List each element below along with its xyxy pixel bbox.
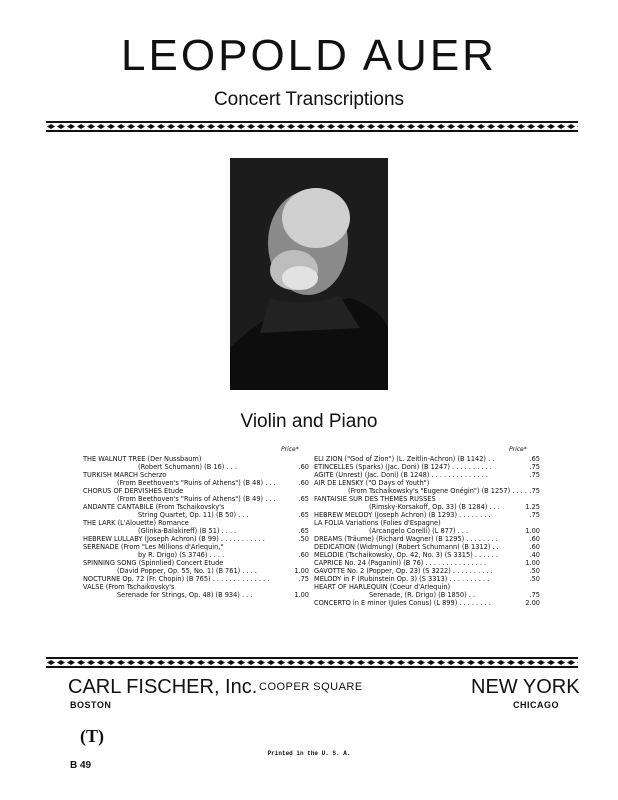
entry-title: (Rimsky-Korsakoff, Op. 33) (B 1284) . . . [369, 503, 500, 511]
entry-price: .40 [529, 551, 540, 559]
catalog-entry [314, 551, 540, 559]
entry-title: NOCTURNE Op. 72 (Fr. Chopin) (B 765) . . . . . . . . . . . . . . [83, 575, 270, 583]
entry-title: MELODIE (Tschaikowsky, Op. 42, No. 3) (S 3315) . . . . . . [314, 551, 498, 559]
entry-title: AGITE (Unrest) (Jac. Doni) (B 1248) . . . . . . . . . . . . . . [314, 471, 489, 479]
entry-price: .60 [529, 543, 540, 551]
catalog-list-left [83, 455, 309, 599]
entry-title: ETINCELLES (Sparks) (Jac. Doni) (B 1247) . . . . . . . . . . [314, 463, 492, 471]
catalog-entry [83, 455, 309, 463]
entry-title: TURKISH MARCH Scherzo [83, 471, 167, 479]
entry-title: (From Tschaikowsky's "Eugene Onégin") (B 1257) . . . . [348, 487, 527, 495]
entry-price: .60 [298, 479, 309, 487]
entry-title: LA FOLIA Variations (Folies d'Espagne) [314, 519, 441, 527]
entry-title: (David Popper, Op. 55, No. 1) (B 761) . . . . [117, 567, 257, 575]
entry-price: 1.25 [525, 503, 540, 511]
ornamental-border-bottom [46, 657, 578, 668]
catalog-entry [83, 503, 309, 511]
catalog-entry [314, 543, 540, 551]
catalog-entry [83, 567, 309, 575]
entry-title: HEBREW LULLABY (Joseph Achron) (B 99) . . . . . . . . . . . [83, 535, 265, 543]
catalog-entry [314, 559, 540, 567]
entry-price: .75 [298, 575, 309, 583]
catalog-entry [83, 583, 309, 591]
ornamental-border-top [46, 121, 578, 132]
catalog-entry [83, 551, 309, 559]
catalog-entry [83, 527, 309, 535]
entry-price: .65 [298, 495, 309, 503]
entry-title: DREAMS (Träume) (Richard Wagner) (B 1295) . . . . . . . . [314, 535, 498, 543]
catalog-entry [83, 559, 309, 567]
entry-title: MELODY in F (Rubinstein Op. 3) (S 3313) . . . . . . . . . . [314, 575, 490, 583]
publisher-city: NEW YORK [471, 676, 580, 698]
printed-note: Printed in the U. S. A. [267, 750, 351, 757]
entry-price: .65 [298, 527, 309, 535]
entry-title: THE WALNUT TREE (Der Nussbaum) [83, 455, 202, 463]
catalog-entry [314, 567, 540, 575]
catalog-entry [83, 575, 309, 583]
entry-title: SPINNING SONG (Spinnlied) Concert Etude [83, 559, 224, 567]
entry-price [306, 519, 309, 527]
subtitle: Concert Transcriptions [213, 89, 405, 110]
entry-price [306, 471, 309, 479]
catalog-entry [314, 519, 540, 527]
catalog-entry [83, 487, 309, 495]
entry-title: VALSE (From Tschaikovsky's [83, 583, 175, 591]
catalog-entry [314, 487, 540, 495]
catalog-entry [314, 463, 540, 471]
entry-price [306, 503, 309, 511]
catalog-list-right [314, 455, 540, 607]
entry-price [306, 455, 309, 463]
entry-price: .60 [529, 535, 540, 543]
entry-price: 1.00 [294, 591, 309, 599]
entry-price: 2.00 [525, 599, 540, 607]
catalog-entry [314, 583, 540, 591]
entry-title: (From Beethoven's "Ruins of Athens") (B 49) . . . [117, 495, 276, 503]
catalog-entry [83, 511, 309, 519]
catalog-entry [314, 495, 540, 503]
catalog-entry [314, 511, 540, 519]
entry-price: .75 [529, 463, 540, 471]
catalog-entry [83, 471, 309, 479]
trade-mark: (T) [80, 726, 104, 746]
catalog-number: B 49 [70, 760, 92, 771]
entry-title: CONCERTO in E minor (Jules Conus) (L 899) . . . . . . . . [314, 599, 491, 607]
composer-title: LEOPOLD AUER [121, 31, 497, 80]
entry-title: Serenade for Strings, Op. 48) (B 934) . . . [117, 591, 253, 599]
entry-title: CHORUS OF DERVISHES Etude [83, 487, 184, 495]
catalog-entry [314, 455, 540, 463]
entry-title: HEART OF HARLEQUIN (Coeur d'Arlequin) [314, 583, 451, 591]
entry-title: (Robert Schumann) (B 16) . . . [138, 463, 237, 471]
entry-title: HEBREW MELODY (Joseph Achron) (B 1293) . . . . . . . . [314, 511, 491, 519]
entry-title: (Glinka-Balakireff) (B 51) . . . . [138, 527, 237, 535]
catalog-entry [83, 591, 309, 599]
catalog-entry [83, 535, 309, 543]
price-heading-left: Price* [281, 446, 299, 453]
entry-price: .60 [298, 463, 309, 471]
entry-price: .50 [529, 567, 540, 575]
catalog-entry [314, 527, 540, 535]
entry-title: ELI ZION ("God of Zion") (L. Zeitlin-Achron) (B 1142) . . [314, 455, 495, 463]
catalog-entry [83, 479, 309, 487]
branch-boston: BOSTON [70, 700, 112, 710]
entry-price [306, 543, 309, 551]
entry-title: Serenade, (R. Drigo) (B 1850) . . [369, 591, 476, 599]
entry-title: (Arcangelo Corelli) (L 877) . . . [369, 527, 469, 535]
entry-title: CAPRICE No. 24 (Paganini) (B 76) . . . . . . . . . . . . . . . [314, 559, 487, 567]
catalog-entry [314, 471, 540, 479]
section-title: Violin and Piano [240, 411, 378, 432]
entry-title: DEDICATION (Widmung) (Robert Schumann) (B 1312) . . [314, 543, 499, 551]
entry-title: by R. Drigo) (S 3746) . . . . [138, 551, 225, 559]
entry-price [537, 495, 540, 503]
entry-price: .50 [298, 535, 309, 543]
entry-price: .75 [529, 487, 540, 495]
portrait-photo [230, 158, 388, 390]
entry-title: (From Beethoven's "Ruins of Athens") (B 48) . . . [117, 479, 276, 487]
catalog-entry [83, 463, 309, 471]
entry-title: AIR DE LENSKY ("O Days of Youth") [314, 479, 430, 487]
entry-title: THE LARK (L'Alouette) Romance [83, 519, 189, 527]
entry-price [537, 519, 540, 527]
publisher-address: COOPER SQUARE [259, 681, 363, 693]
entry-price: 1.00 [525, 559, 540, 567]
catalog-entry [314, 575, 540, 583]
entry-title: SERENADE (From "Les Millions d'Arlequin," [83, 543, 224, 551]
entry-price: 1.00 [525, 527, 540, 535]
entry-price: .75 [529, 591, 540, 599]
entry-price: 1.00 [294, 567, 309, 575]
entry-price [537, 583, 540, 591]
entry-price: .50 [529, 575, 540, 583]
catalog-entry [314, 479, 540, 487]
entry-price [306, 583, 309, 591]
entry-price [537, 479, 540, 487]
catalog-entry [83, 519, 309, 527]
catalog-entry [314, 599, 540, 607]
entry-title: FANTAISIE SUR DES THÈMES RUSSES [314, 495, 436, 503]
branch-chicago: CHICAGO [513, 700, 559, 710]
price-heading-right: Price* [509, 446, 527, 453]
catalog-entry [314, 503, 540, 511]
catalog-entry [83, 495, 309, 503]
entry-title: GAVOTTE No. 2 (Popper, Op. 23) (S 3222) . . . . . . . . . . [314, 567, 493, 575]
catalog-entry [314, 535, 540, 543]
entry-price: .65 [529, 455, 540, 463]
entry-price [306, 559, 309, 567]
catalog-entry [83, 543, 309, 551]
entry-title: ANDANTE CANTABILE (From Tschaikovsky's [83, 503, 225, 511]
entry-price: .60 [298, 551, 309, 559]
entry-price: .75 [529, 511, 540, 519]
catalog-entry [314, 591, 540, 599]
entry-price: .75 [529, 471, 540, 479]
publisher-name: CARL FISCHER, Inc. [68, 676, 258, 698]
entry-price [306, 487, 309, 495]
entry-title: String Quartet, Op. 11) (B 50) . . . [138, 511, 249, 519]
entry-price: .65 [298, 511, 309, 519]
